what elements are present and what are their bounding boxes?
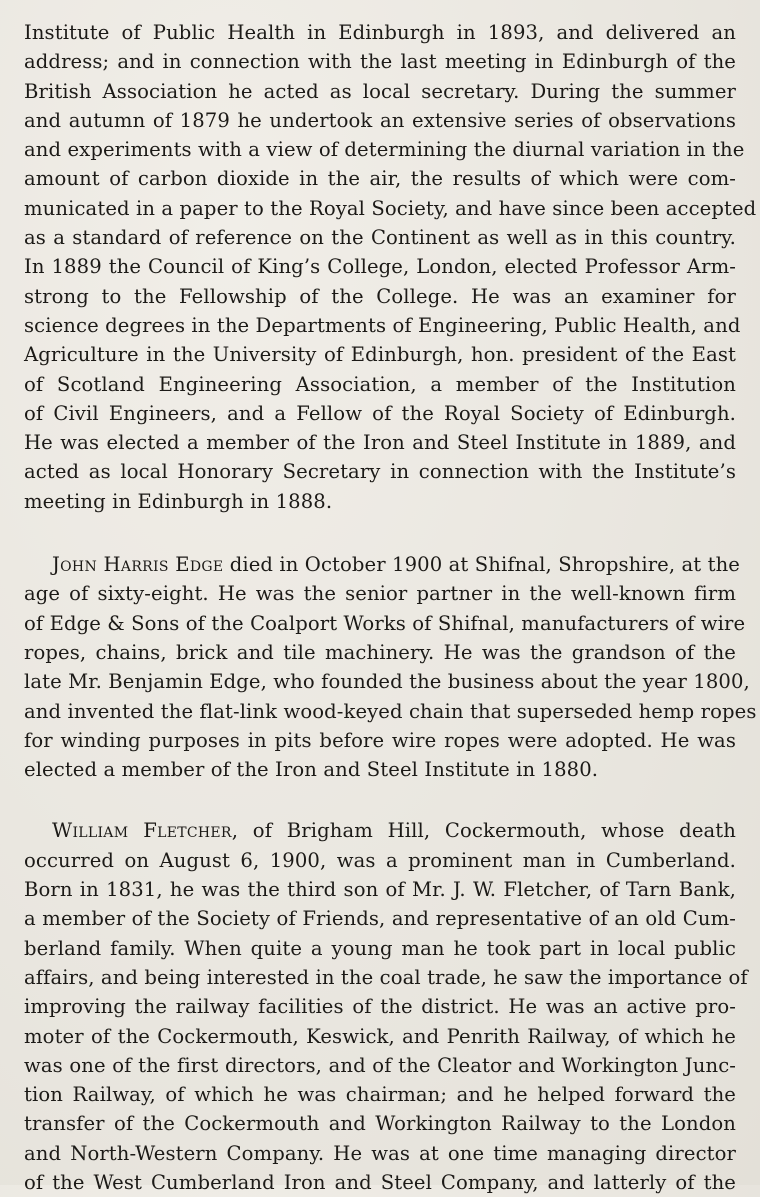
person-name: William Fletcher xyxy=(52,819,232,843)
text-line: and autumn of 1879 he undertook an extensive series of observations xyxy=(24,108,736,132)
text-line: elected a member of the Iron and Steel Institute in 1880. xyxy=(24,758,599,782)
text-line: improving the railway facilities of the district. He was an active pro- xyxy=(24,995,736,1019)
text-line: He was elected a member of the Iron and Steel Institute in 1889, and xyxy=(24,431,736,455)
paragraph-fletcher xyxy=(24,816,748,1197)
text-line: of Civil Engineers, and a Fellow of the Royal Society of Edinburgh. xyxy=(24,401,736,425)
text-line: tion Railway, of which he was chairman; and he helped forward the xyxy=(24,1083,736,1107)
text-line: and experiments with a view of determining the diurnal variation in the xyxy=(24,138,745,162)
text-run: , of Brigham Hill, Cockermouth, whose death xyxy=(231,819,736,843)
text-line: address; and in connection with the last meeting in Edinburgh of the xyxy=(24,50,736,74)
paragraph-gap xyxy=(24,516,736,550)
text-line: and invented the flat-link wood-keyed chain that superseded hemp ropes xyxy=(24,699,757,723)
text-line: of Scotland Engineering Association, a member of the Institution xyxy=(24,372,736,396)
text-line: as a standard of reference on the Continent as well as in this country. xyxy=(24,226,736,250)
text-line: ropes, chains, brick and tile machinery. He was the grandson of the xyxy=(24,640,736,664)
text-line: Institute of Public Health in Edinburgh in 1893, and delivered an xyxy=(24,21,736,44)
paragraph-armstrong xyxy=(24,18,757,516)
text-line: Born in 1831, he was the third son of Mr. J. W. Fletcher, of Tarn Bank, xyxy=(24,878,736,902)
text-line: affairs, and being interested in the coal trade, he saw the importance of xyxy=(24,965,748,989)
text-line: was one of the first directors, and of the Cleator and Workington Junc- xyxy=(24,1053,736,1077)
paragraph-gap xyxy=(24,784,736,816)
text-line: moter of the Cockermouth, Keswick, and Penrith Railway, of which he xyxy=(24,1024,736,1048)
text-line: transfer of the Cockermouth and Workington Railway to the London xyxy=(24,1112,736,1136)
text-line: berland family. When quite a young man he took part in local public xyxy=(24,936,736,960)
text-line: age of sixty-eight. He was the senior partner in the well-known firm xyxy=(24,582,736,606)
text-line: science degrees in the Departments of Engineering, Public Health, and xyxy=(24,313,741,337)
text-line: of Edge & Sons of the Coalport Works of Shifnal, manufacturers of wire xyxy=(24,611,746,635)
text-line: occurred on August 6, 1900, was a prominent man in Cumberland. xyxy=(24,848,736,872)
text-line: late Mr. Benjamin Edge, who founded the business about the year 1800, xyxy=(24,670,750,694)
text-line: for winding purposes in pits before wire ropes were adopted. He was xyxy=(24,728,736,752)
text-line: meeting in Edinburgh in 1888. xyxy=(24,489,333,513)
text-line: and North-Western Company. He was at one time managing director xyxy=(24,1141,736,1165)
text-line-first xyxy=(24,550,740,579)
text-line: municated in a paper to the Royal Society, and have since been accepted xyxy=(24,196,757,220)
text-line-first xyxy=(24,816,736,845)
person-name: John Harris Edge xyxy=(52,553,224,577)
paragraph-edge xyxy=(24,550,757,784)
text-line: British Association he acted as local secretary. During the summer xyxy=(24,79,736,103)
text-line: Agriculture in the University of Edinburgh, hon. president of the East xyxy=(24,343,736,367)
text-line: In 1889 the Council of King’s College, London, elected Professor Arm- xyxy=(24,255,736,279)
text-line: amount of carbon dioxide in the air, the results of which were com- xyxy=(24,167,736,191)
text-line: acted as local Honorary Secretary in connection with the Institute’s xyxy=(24,460,736,484)
text-line: of the West Cumberland Iron and Steel Company, and latterly of the xyxy=(24,1170,736,1194)
text-line: a member of the Society of Friends, and representative of an old Cum- xyxy=(24,907,736,931)
text-line: strong to the Fellowship of the College. He was an examiner for xyxy=(24,284,736,308)
text-run: died in October 1900 at Shifnal, Shropshire, at the xyxy=(223,553,740,577)
page-text xyxy=(24,18,757,1197)
